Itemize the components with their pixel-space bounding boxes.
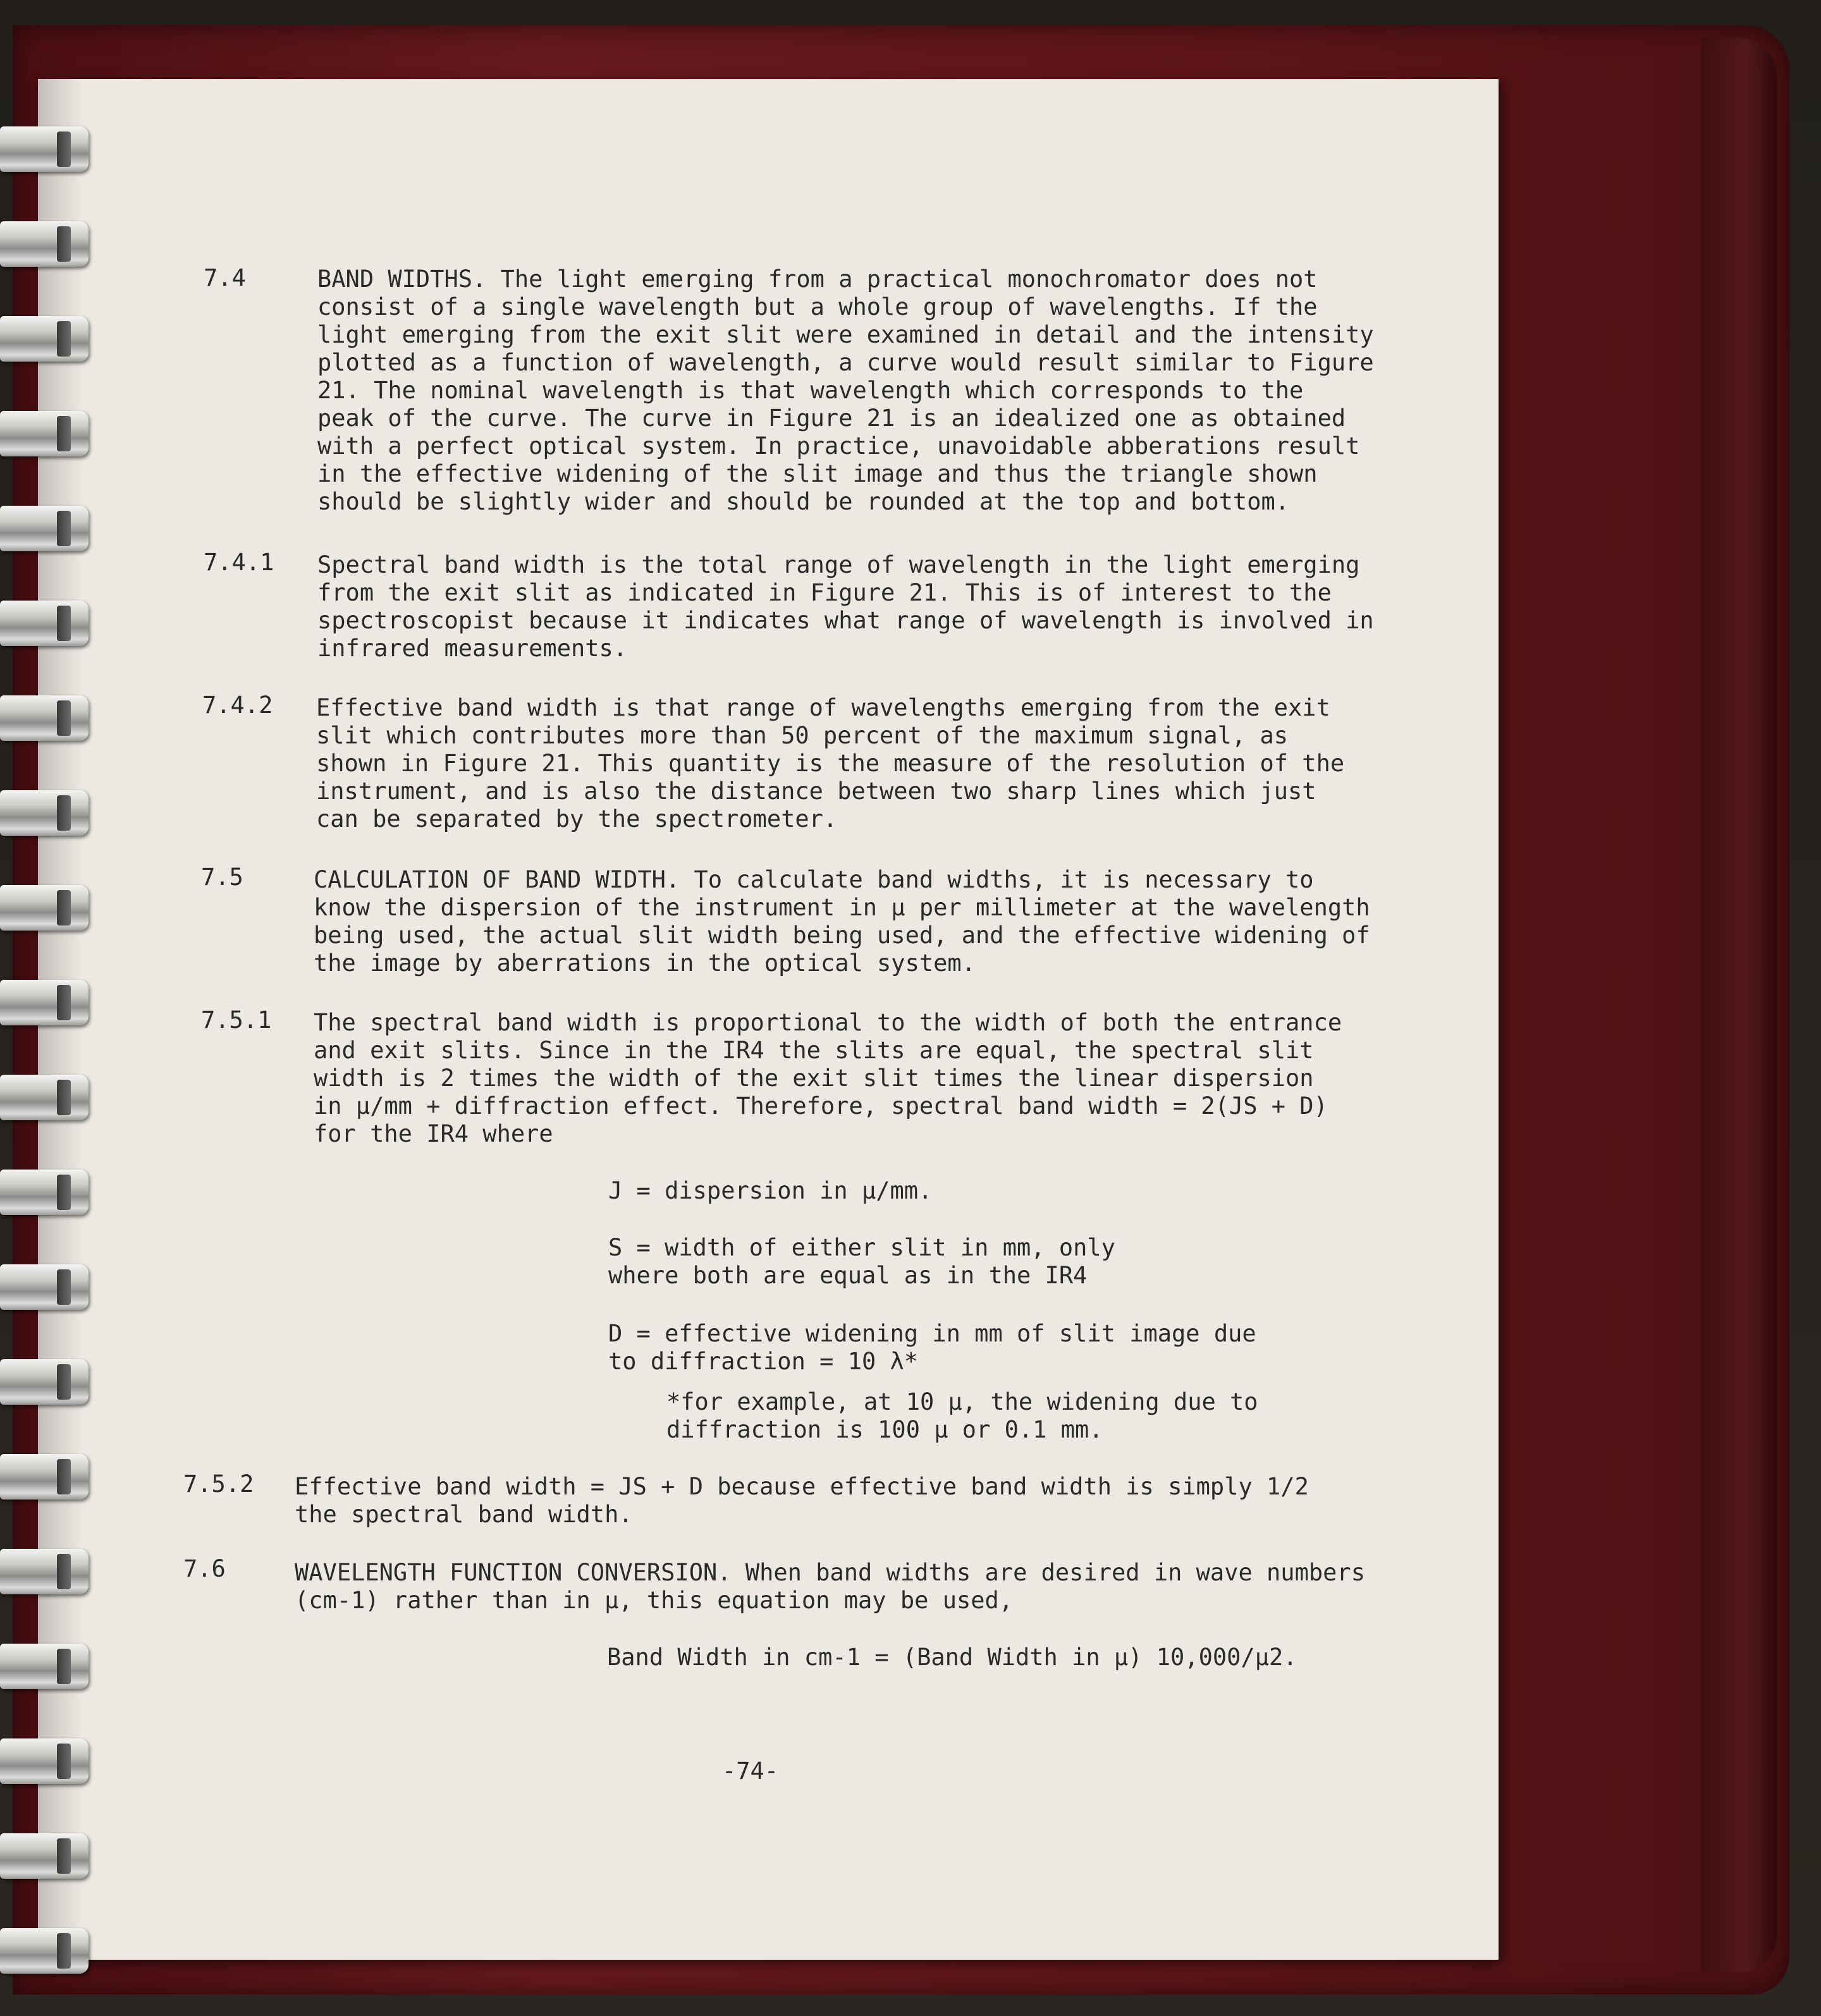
binding-ring [0,980,89,1025]
text-line: WAVELENGTH FUNCTION CONVERSION. When band widths are desired in wave numbers [295,1559,1365,1586]
text-line: plotted as a function of wavelength, a curve would result similar to Figure [317,349,1374,376]
text-line: CALCULATION OF BAND WIDTH. To calculate band widths, it is necessary to [314,866,1314,893]
text-line: BAND WIDTHS. The light emerging from a practical monochromator does not [317,266,1318,293]
text-line: the image by aberrations in the optical system. [314,950,976,977]
text-line: consist of a single wavelength but a whole group of wavelengths. If the [317,293,1318,321]
band-width-equation: Band Width in cm-1 = (Band Width in μ) 10,000/μ2. [607,1644,1297,1671]
section-body-7-5-1 [314,1009,1342,1148]
text-line: can be separated by the spectrometer. [316,805,838,833]
text-line: spectroscopist because it indicates what range of wavelength is involved in [317,607,1374,634]
text-line: Spectral band width is the total range of wavelength in the light emerging [317,551,1360,578]
binding-ring [0,885,89,931]
binding-ring [0,790,89,836]
text-line: Effective band width = JS + D because effective band width is simply 1/2 [295,1473,1309,1500]
section-number-7-5-1: 7.5.1 [201,1006,272,1034]
text-line: in μ/mm + diffraction effect. Therefore, spectral band width = 2(JS + D) [314,1092,1328,1120]
section-body-7-5 [314,866,1370,977]
binder-cover-edge [1701,38,1777,1972]
text-line: to diffraction = 10 λ* [608,1348,919,1375]
binding-ring [0,695,89,741]
section-body-7-4-2 [316,694,1344,833]
definition-note [666,1388,1258,1444]
text-line: where both are equal as in the IR4 [608,1262,1088,1289]
text-line: 21. The nominal wavelength is that wavelength which corresponds to the [317,377,1304,404]
text-line: in the effective widening of the slit image and thus the triangle shown [317,460,1318,487]
binding-ring [0,1359,89,1405]
binding-ring [0,411,89,456]
section-number-7-4: 7.4 [204,264,246,291]
text-line: (cm-1) rather than in μ, this equation may be used, [295,1587,1014,1614]
text-line: D = effective widening in mm of slit image due [608,1320,1256,1347]
text-line: light emerging from the exit slit were examined in detail and the intensity [317,321,1374,348]
text-line: being used, the actual slit width being used, and the effective widening of [314,922,1370,949]
text-line: from the exit slit as indicated in Figure 21. This is of interest to the [317,579,1332,606]
section-number-7-5-2: 7.5.2 [183,1470,254,1498]
binding-ring [0,126,89,172]
spiral-binding [0,95,95,1979]
text-line: slit which contributes more than 50 percent of the maximum signal, as [316,722,1289,749]
section-body-7-4-1 [317,551,1374,663]
text-line: know the dispersion of the instrument in μ per millimeter at the wavelength [314,894,1370,921]
text-line: with a perfect optical system. In practice, unavoidable abberations result [317,432,1360,460]
binding-ring [0,1738,89,1784]
section-body-7-4 [317,266,1374,516]
binding-ring [0,1549,89,1594]
text-line: infrared measurements. [317,635,628,662]
text-line: S = width of either slit in mm, only [608,1234,1115,1261]
binding-ring [0,601,89,646]
text-line: should be slightly wider and should be rounded at the top and bottom. [317,488,1290,515]
definition-j [608,1177,932,1205]
section-number-7-6: 7.6 [183,1555,226,1582]
binding-ring [0,506,89,551]
section-body-7-5-2 [295,1473,1309,1529]
text-line: for the IR4 where [314,1120,553,1147]
text-line: and exit slits. Since in the IR4 the slits are equal, the spectral slit [314,1037,1314,1064]
section-number-7-4-2: 7.4.2 [202,692,273,719]
definition-d [608,1320,1256,1376]
binding-ring [0,1264,89,1310]
binding-ring [0,1928,89,1974]
text-line: width is 2 times the width of the exit slit times the linear dispersion [314,1065,1314,1092]
section-number-7-4-1: 7.4.1 [204,549,274,576]
text-line: shown in Figure 21. This quantity is the measure of the resolution of the [316,750,1345,777]
binding-ring [0,1833,89,1879]
text-line: peak of the curve. The curve in Figure 21 is an idealized one as obtained [317,405,1346,432]
section-body-7-6 [295,1559,1365,1615]
text-line: The spectral band width is proportional to the width of both the entrance [314,1009,1342,1036]
text-line: *for example, at 10 μ, the widening due to [666,1388,1258,1415]
text-line: diffraction is 100 μ or 0.1 mm. [666,1416,1103,1443]
definition-s [608,1234,1115,1290]
text-line: J = dispersion in μ/mm. [608,1177,933,1204]
text-line: Effective band width is that range of wavelengths emerging from the exit [316,694,1330,721]
page-number: -74- [722,1757,779,1785]
text-line: instrument, and is also the distance between two sharp lines which just [316,778,1316,805]
text-line: the spectral band width. [295,1501,633,1528]
binding-ring [0,1454,89,1500]
binding-ring [0,1075,89,1120]
section-number-7-5: 7.5 [201,864,243,891]
binding-ring [0,1644,89,1689]
binding-ring [0,221,89,267]
binding-ring [0,1170,89,1215]
binding-ring [0,316,89,362]
